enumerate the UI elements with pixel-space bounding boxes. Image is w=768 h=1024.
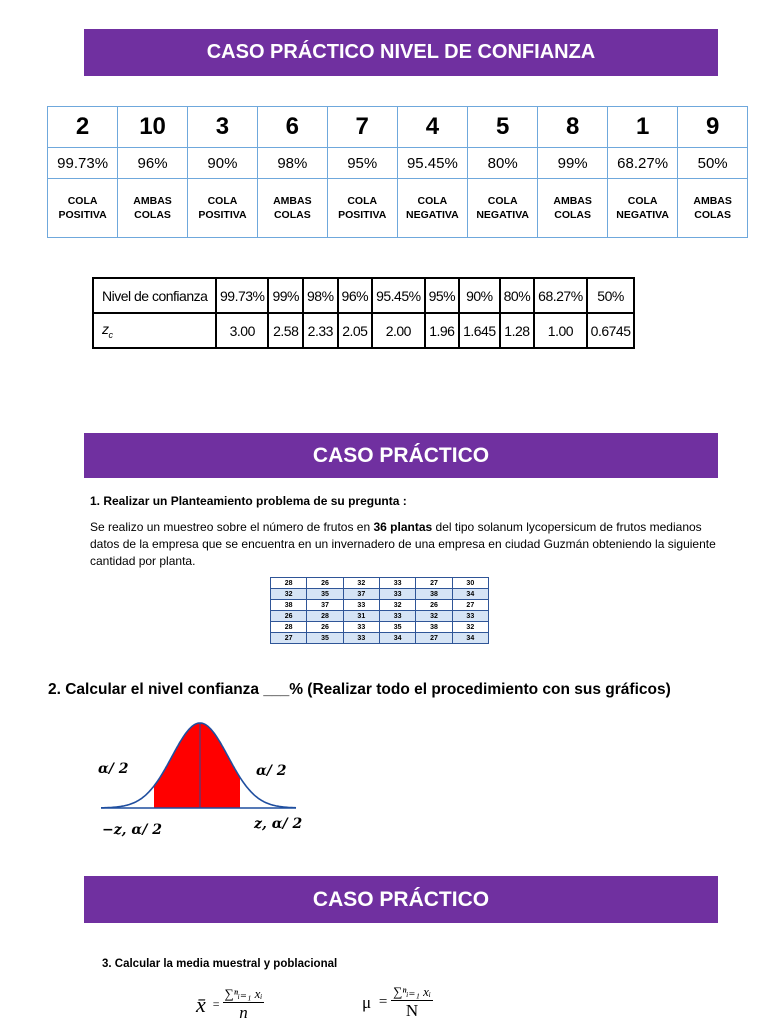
assignment-percent: 50% (678, 148, 748, 179)
data-cell: 27 (416, 633, 452, 644)
zc-cell: 2.05 (338, 313, 373, 348)
data-cell: 26 (416, 600, 452, 611)
zc-cell: 1.00 (534, 313, 586, 348)
data-cell: 33 (379, 578, 415, 589)
assignment-number: 8 (538, 107, 608, 148)
zc-cell: 1.28 (500, 313, 535, 348)
assignment-tail: AMBAS COLAS (678, 179, 748, 238)
confidence-level-cell: 99.73% (216, 278, 268, 313)
confidence-level-cell: 95.45% (372, 278, 424, 313)
assignment-percent: 68.27% (607, 148, 677, 179)
data-cell: 35 (307, 589, 343, 600)
data-cell: 26 (307, 578, 343, 589)
zc-cell: 3.00 (216, 313, 268, 348)
zc-cell: 2.33 (303, 313, 338, 348)
data-cell: 38 (416, 622, 452, 633)
data-cell: 26 (271, 611, 307, 622)
data-cell: 33 (343, 633, 379, 644)
data-cell: 27 (271, 633, 307, 644)
left-z-label: −z, α/ 2 (102, 822, 162, 838)
zc-cell: 2.58 (268, 313, 303, 348)
data-cell: 32 (379, 600, 415, 611)
data-cell: 27 (416, 578, 452, 589)
data-cell: 30 (452, 578, 488, 589)
assignment-percent: 98% (257, 148, 327, 179)
assignment-tail: AMBAS COLAS (257, 179, 327, 238)
confidence-level-cell: 68.27% (534, 278, 586, 313)
assignment-percent: 80% (468, 148, 538, 179)
data-cell: 31 (343, 611, 379, 622)
left-alpha-label: α/ 2 (98, 761, 129, 777)
section-banner-bottom: CASO PRÁCTICO (84, 876, 718, 923)
confidence-level-cell: 50% (587, 278, 635, 313)
assignment-tail: COLA POSITIVA (187, 179, 257, 238)
data-cell: 33 (379, 589, 415, 600)
assignment-percent: 99.73% (48, 148, 118, 179)
table-row (271, 578, 489, 589)
data-cell: 32 (452, 622, 488, 633)
data-cell: 26 (307, 622, 343, 633)
question-1-text: Se realizo un muestreo sobre el número de frutos en 36 plantas del tipo solanum lycopersicum de frutos medianos datos de la empresa que se encuentra en un invernadero de una empresa en ciudad Guzmán obteniendo la siguiente cantidad por planta. (90, 520, 716, 568)
assignment-tail: AMBAS COLAS (538, 179, 608, 238)
confidence-level-cell: 80% (500, 278, 535, 313)
data-cell: 27 (452, 600, 488, 611)
assignment-table (47, 106, 748, 238)
table-row (271, 589, 489, 600)
data-cell: 32 (271, 589, 307, 600)
data-cell: 35 (307, 633, 343, 644)
data-cell: 33 (379, 611, 415, 622)
zc-header: $z_c$ (93, 313, 216, 348)
data-cell: 34 (452, 633, 488, 644)
data-cell: 38 (271, 600, 307, 611)
sample-mean-formula: x̄ = ∑ⁿᵢ₌₁ xᵢ n (196, 986, 263, 1022)
question-1-title: 1. Realizar un Planteamiento problema de su pregunta : (90, 494, 407, 508)
assignment-number: 3 (187, 107, 257, 148)
assignment-number: 7 (327, 107, 397, 148)
confidence-level-cell: 96% (338, 278, 373, 313)
assignment-tail: AMBAS COLAS (118, 179, 188, 238)
assignment-tail: COLA NEGATIVA (397, 179, 467, 238)
data-cell: 35 (379, 622, 415, 633)
right-z-label: z, α/ 2 (254, 816, 303, 832)
assignment-percent: 99% (538, 148, 608, 179)
data-cell: 33 (343, 622, 379, 633)
zc-cell: 1.645 (459, 313, 500, 348)
assignment-number: 10 (118, 107, 188, 148)
assignment-percent: 96% (118, 148, 188, 179)
data-cell: 38 (416, 589, 452, 600)
assignment-percent: 90% (187, 148, 257, 179)
assignment-tail: COLA NEGATIVA (468, 179, 538, 238)
z-value-table (92, 277, 635, 349)
confidence-level-cell: 99% (268, 278, 303, 313)
confidence-level-header: Nivel de confianza (93, 278, 216, 313)
table-row (271, 622, 489, 633)
assignment-number: 6 (257, 107, 327, 148)
assignment-number: 5 (468, 107, 538, 148)
assignment-number: 1 (607, 107, 677, 148)
population-mean-formula: μ = ∑ⁿᵢ₌₁ xᵢ N (362, 984, 431, 1020)
confidence-level-cell: 98% (303, 278, 338, 313)
data-cell: 37 (343, 589, 379, 600)
data-cell: 33 (343, 600, 379, 611)
question-2-title: 2. Calcular el nivel confianza ___% (Realizar todo el procedimiento con sus gráficos) (48, 681, 671, 698)
question-3-title: 3. Calcular la media muestral y poblacional (102, 958, 338, 970)
assignment-tail: COLA NEGATIVA (607, 179, 677, 238)
assignment-percent: 95% (327, 148, 397, 179)
data-cell: 28 (271, 578, 307, 589)
data-cell: 34 (379, 633, 415, 644)
zc-cell: 0.6745 (587, 313, 635, 348)
confidence-level-cell: 90% (459, 278, 500, 313)
data-cell: 32 (416, 611, 452, 622)
data-cell: 28 (271, 622, 307, 633)
table-row (271, 600, 489, 611)
assignment-number: 4 (397, 107, 467, 148)
data-cell: 33 (452, 611, 488, 622)
table-row (271, 611, 489, 622)
assignment-number: 2 (48, 107, 118, 148)
zc-cell: 1.96 (425, 313, 460, 348)
assignment-tail: COLA POSITIVA (48, 179, 118, 238)
section-banner: CASO PRÁCTICO (84, 433, 718, 478)
data-cell: 32 (343, 578, 379, 589)
assignment-percent: 95.45% (397, 148, 467, 179)
header-banner: CASO PRÁCTICO NIVEL DE CONFIANZA (84, 29, 718, 76)
confidence-level-cell: 95% (425, 278, 460, 313)
table-row (271, 633, 489, 644)
fruit-data-table (270, 577, 489, 644)
zc-cell: 2.00 (372, 313, 424, 348)
data-cell: 34 (452, 589, 488, 600)
assignment-number: 9 (678, 107, 748, 148)
data-cell: 37 (307, 600, 343, 611)
assignment-tail: COLA POSITIVA (327, 179, 397, 238)
data-cell: 28 (307, 611, 343, 622)
right-alpha-label: α/ 2 (256, 763, 287, 779)
